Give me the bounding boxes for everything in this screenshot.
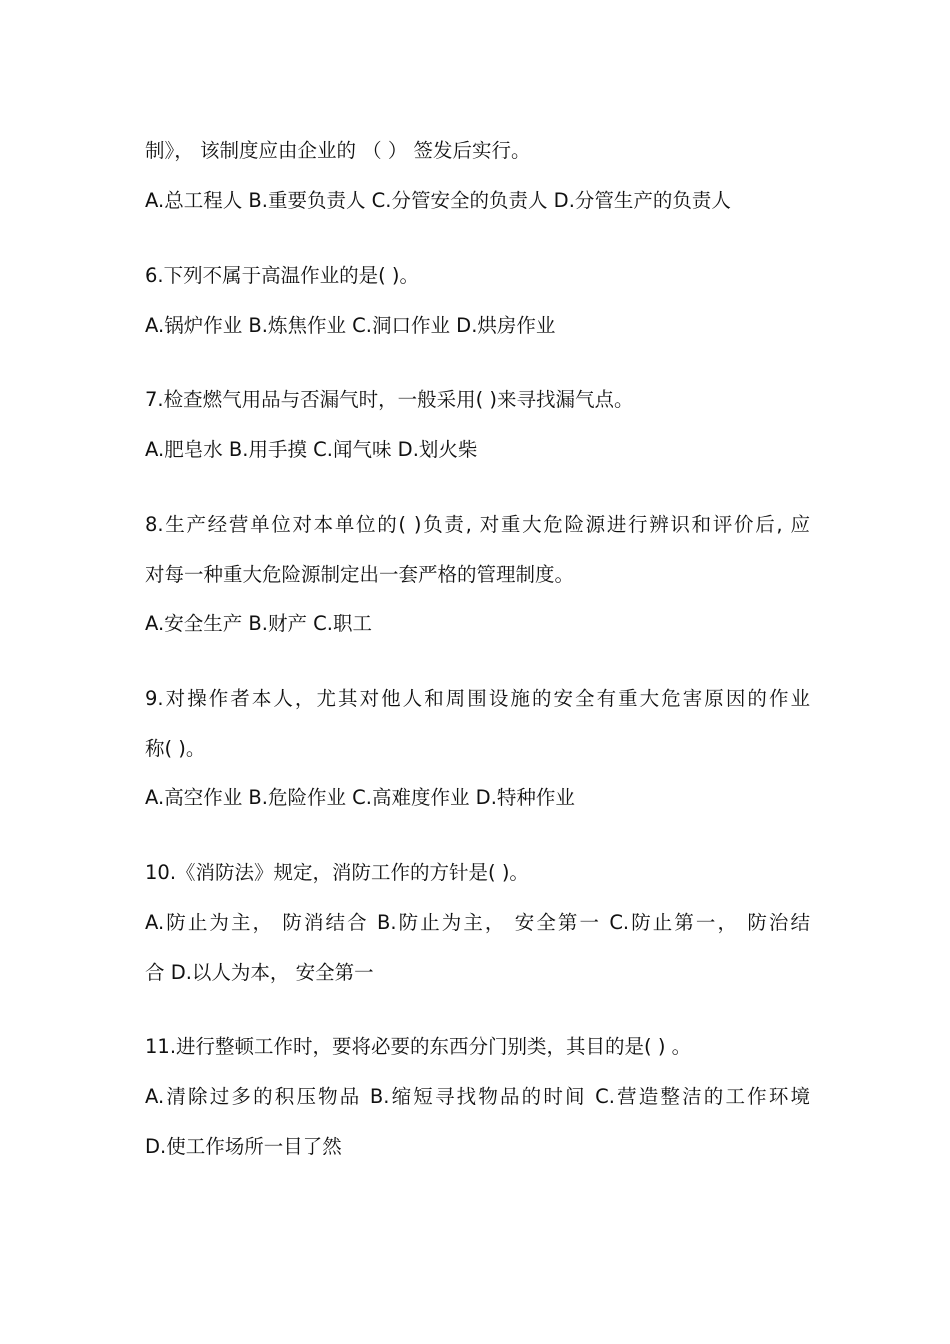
question-7-options: A.肥皂水 B.用手摸 C.闻气味 D.划火柴 xyxy=(145,438,478,461)
question-5-options: A.总工程人 B.重要负责人 C.分管安全的负责人 D.分管生产的负责人 xyxy=(145,189,731,212)
question-8-options: A.安全生产 B.财产 C.职工 xyxy=(145,612,372,635)
question-7-text: 7.检查燃气用品与否漏气时，一般采用( )来寻找漏气点。 xyxy=(145,388,634,411)
question-11-options-line-1: A.清除过多的积压物品 B.缩短寻找物品的时间 C.营造整洁的工作环境 xyxy=(145,1085,810,1108)
question-10-options-line-2: 合 D.以人为本， 安全第一 xyxy=(145,961,374,984)
question-6-text: 6.下列不属于高温作业的是( )。 xyxy=(145,264,420,287)
question-8-text-line-2: 对每一种重大危险源制定出一套严格的管理制度。 xyxy=(145,563,575,586)
question-11-options-line-2: D.使工作场所一目了然 xyxy=(145,1135,342,1158)
question-6-options: A.锅炉作业 B.炼焦作业 C.洞口作业 D.烘房作业 xyxy=(145,314,556,337)
question-11-text: 11.进行整顿工作时，要将必要的东西分门别类，其目的是( ) 。 xyxy=(145,1035,692,1058)
question-9-text-line-2: 称( )。 xyxy=(145,737,206,760)
question-9-options: A.高空作业 B.危险作业 C.高难度作业 D.特种作业 xyxy=(145,786,575,809)
question-5-continuation: 制》， 该制度应由企业的 （ ） 签发后实行。 xyxy=(145,139,531,162)
question-10-text: 10.《消防法》规定，消防工作的方针是( )。 xyxy=(145,861,529,884)
question-9-text-line-1: 9.对操作者本人，尤其对他人和周围设施的安全有重大危害原因的作业 xyxy=(145,687,810,710)
question-8-text-line-1: 8.生产经营单位对本单位的( )负责, 对重大危险源进行辨识和评价后, 应 xyxy=(145,513,810,536)
question-10-options-line-1: A.防止为主， 防消结合 B.防止为主， 安全第一 C.防止第一， 防治结 xyxy=(145,911,810,934)
